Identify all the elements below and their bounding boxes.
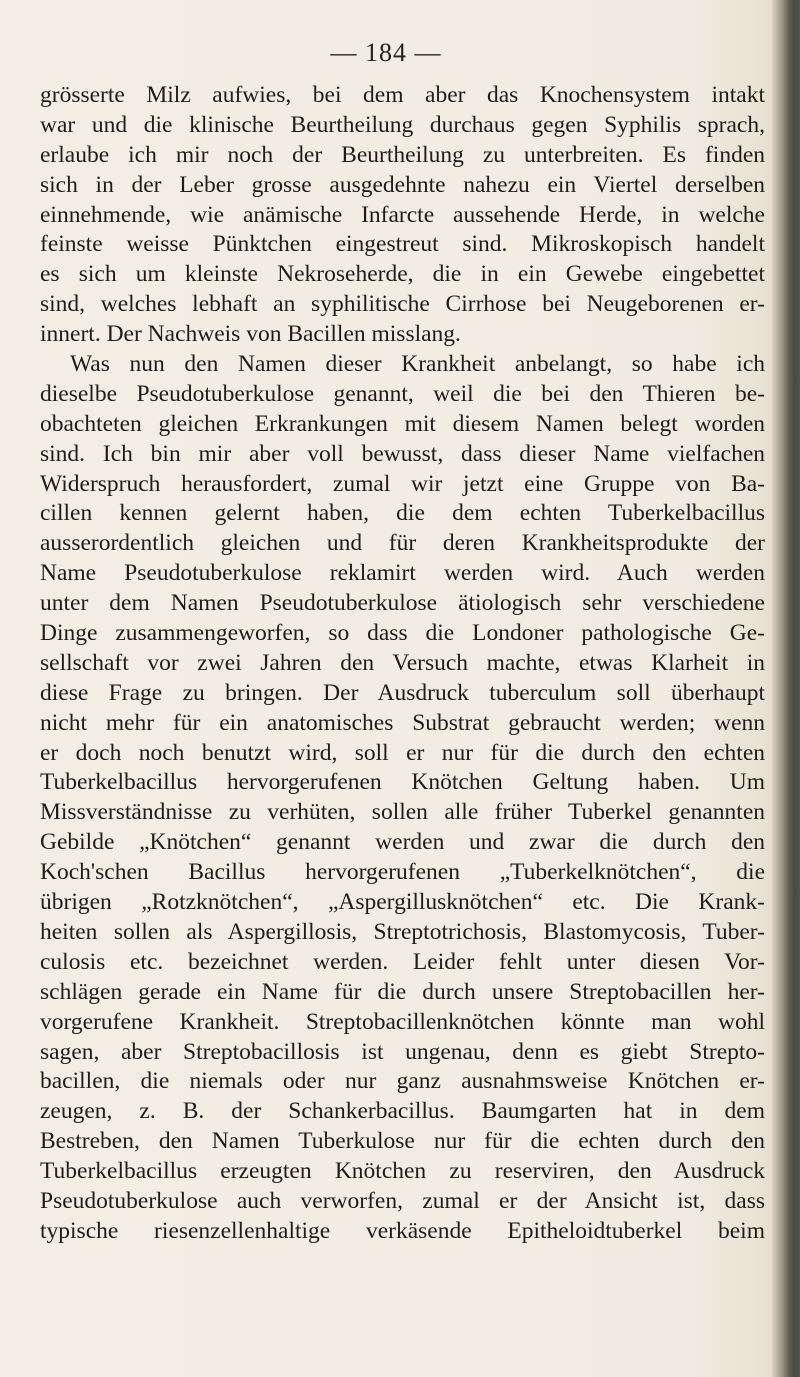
text-line: Dinge zusammengeworfen, so dass die Londoner pathologische Ge- — [40, 620, 765, 647]
text-line: Tuberkelbacillus erzeugten Knötchen zu reserviren, den Ausdruck — [40, 1158, 765, 1185]
text-line: heiten sollen als Aspergillosis, Streptotrichosis, Blastomycosis, Tuber- — [40, 918, 765, 945]
text-line: feinste weisse Pünktchen eingestreut sind. Mikroskopisch handelt — [40, 231, 765, 258]
text-line: cillen kennen gelernt haben, die dem echten Tuberkelbacillus — [40, 500, 765, 527]
text-line: zeugen, z. B. der Schankerbacillus. Baumgarten hat in dem — [40, 1098, 765, 1125]
text-line: es sich um kleinste Nekroseherde, die in ein Gewebe eingebettet — [40, 261, 765, 288]
text-line: Missverständnisse zu verhüten, sollen alle früher Tuberkel genannten — [40, 799, 765, 826]
text-line: Widerspruch herausfordert, zumal wir jetzt eine Gruppe von Ba- — [40, 470, 765, 497]
paragraph-end-line: innert. Der Nachweis von Bacillen misslang. — [40, 321, 461, 348]
text-line: obachteten gleichen Erkrankungen mit diesem Namen belegt worden — [40, 410, 765, 437]
text-line: erlaube ich mir noch der Beurtheilung zu unterbreiten. Es finden — [40, 141, 765, 168]
text-line: Tuberkelbacillus hervorgerufenen Knötchen Geltung haben. Um — [40, 769, 765, 796]
text-line: vorgerufene Krankheit. Streptobacillenknötchen könnte man wohl — [40, 1008, 765, 1035]
body-text — [40, 81, 765, 1247]
text-line: ausserordentlich gleichen und für deren Krankheitsprodukte der — [40, 530, 765, 557]
text-line: Gebilde „Knötchen“ genannt werden und zwar die durch den — [40, 829, 765, 856]
page-number: — 184 — — [330, 38, 442, 67]
text-line: er doch noch benutzt wird, soll er nur für die durch den echten — [40, 739, 765, 766]
text-line: culosis etc. bezeichnet werden. Leider fehlt unter diesen Vor- — [40, 948, 765, 975]
book-binding-edge — [772, 0, 800, 1377]
text-line: sich in der Leber grosse ausgedehnte nahezu ein Viertel derselben — [40, 171, 765, 198]
text-line: bacillen, die niemals oder nur ganz ausnahmsweise Knötchen er- — [40, 1068, 765, 1095]
paragraph-start-line: Was nun den Namen dieser Krankheit anbelangt, so habe ich — [70, 351, 765, 378]
text-line: unter dem Namen Pseudotuberkulose ätiologisch sehr verschiedene — [40, 590, 765, 617]
text-line: Name Pseudotuberkulose reklamirt werden wird. Auch werden — [40, 560, 765, 587]
text-line: Pseudotuberkulose auch verworfen, zumal er der Ansicht ist, dass — [40, 1187, 765, 1214]
text-line: nicht mehr für ein anatomisches Substrat gebraucht werden; wenn — [40, 709, 765, 736]
text-line: Koch'schen Bacillus hervorgerufenen „Tuberkelknötchen“, die — [40, 859, 765, 886]
text-line: schlägen gerade ein Name für die durch unsere Streptobacillen her- — [40, 978, 765, 1005]
text-line: übrigen „Rotzknötchen“, „Aspergillusknötchen“ etc. Die Krank- — [40, 889, 765, 916]
text-line: Bestreben, den Namen Tuberkulose nur für die echten durch den — [40, 1128, 765, 1155]
text-line: diese Frage zu bringen. Der Ausdruck tuberculum soll überhaupt — [40, 679, 765, 706]
text-line: einnehmende, wie anämische Infarcte aussehende Herde, in welche — [40, 201, 765, 228]
text-line: sind. Ich bin mir aber voll bewusst, dass dieser Name vielfachen — [40, 440, 765, 467]
text-line: sagen, aber Streptobacillosis ist ungenau, denn es giebt Strepto- — [40, 1038, 765, 1065]
text-line: sind, welches lebhaft an syphilitische Cirrhose bei Neugeborenen er- — [40, 291, 765, 318]
text-line: dieselbe Pseudotuberkulose genannt, weil die bei den Thieren be- — [40, 380, 765, 407]
text-line: typische riesenzellenhaltige verkäsende Epitheloidtuberkel beim — [40, 1217, 765, 1244]
text-line: sellschaft vor zwei Jahren den Versuch machte, etwas Klarheit in — [40, 649, 765, 676]
text-line: grösserte Milz aufwies, bei dem aber das Knochensystem intakt — [40, 82, 765, 108]
text-line: war und die klinische Beurtheilung durchaus gegen Syphilis sprach, — [40, 111, 765, 138]
